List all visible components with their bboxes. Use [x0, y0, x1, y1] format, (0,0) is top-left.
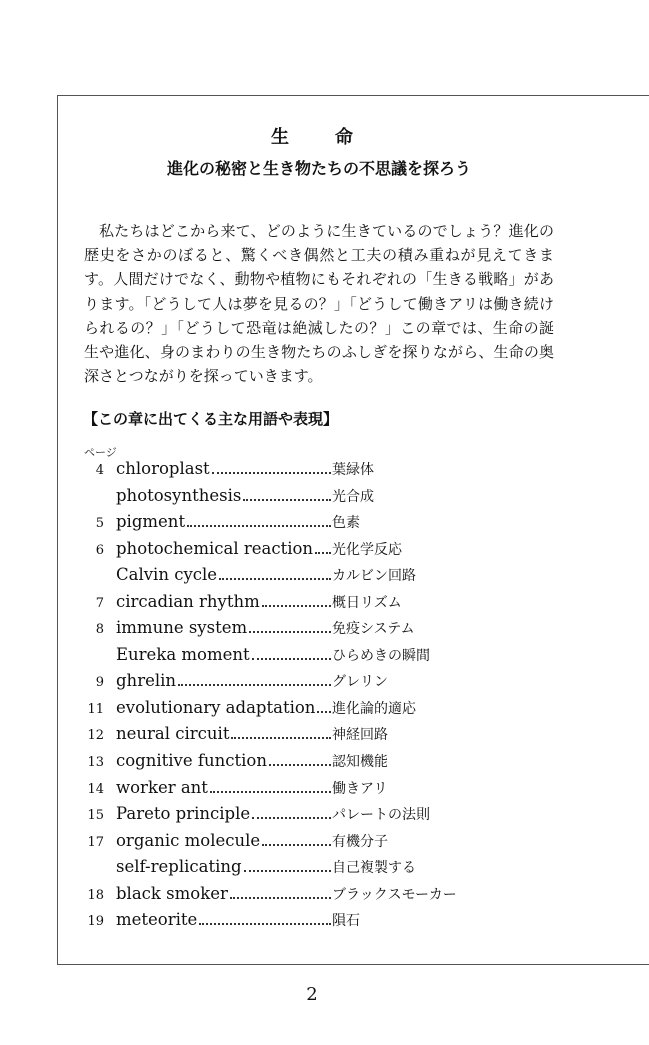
dot-leader	[178, 684, 331, 686]
term-english-wrap	[116, 671, 332, 690]
term-english: photosynthesis	[116, 485, 242, 505]
term-english-wrap	[116, 565, 332, 584]
term-japanese: 進化論的適応	[332, 700, 416, 717]
term-japanese: グレリン	[332, 674, 388, 691]
dot-leader	[231, 737, 331, 739]
glossary-row	[84, 884, 504, 911]
dot-leader	[212, 472, 331, 474]
term-english-wrap	[116, 724, 332, 743]
term-english-wrap	[116, 804, 332, 823]
term-english: chloroplast	[116, 459, 210, 478]
term-english-wrap	[116, 884, 332, 903]
term-japanese: 神経回路	[332, 727, 388, 744]
glossary-row	[84, 857, 504, 884]
dot-leader	[187, 525, 331, 527]
term-english: Eureka moment	[116, 644, 250, 664]
term-english: self-replicating	[116, 857, 242, 877]
dot-leader	[219, 578, 331, 580]
term-english-wrap	[116, 459, 332, 478]
glossary-row	[84, 671, 504, 698]
term-english-wrap	[116, 512, 332, 531]
glossary-row	[84, 778, 504, 805]
term-english: immune system	[116, 618, 248, 638]
dot-leader	[269, 764, 331, 766]
term-page-number: 15	[87, 808, 104, 824]
term-page-number: 5	[95, 516, 104, 532]
term-page-number: 17	[87, 834, 104, 850]
glossary-row	[84, 831, 504, 858]
dot-leader	[230, 897, 331, 899]
term-english-wrap	[116, 778, 332, 797]
dot-leader	[252, 658, 331, 660]
glossary-row	[84, 910, 504, 937]
chapter-title: 生 命	[271, 127, 367, 148]
term-japanese: 認知機能	[332, 754, 388, 771]
dot-leader	[249, 631, 331, 633]
glossary-row	[84, 592, 504, 619]
term-japanese: パレートの法則	[332, 807, 430, 824]
term-japanese: 色素	[332, 515, 360, 532]
term-page-number: 7	[95, 595, 104, 611]
term-japanese: 有機分子	[332, 833, 388, 850]
term-english-wrap	[116, 486, 332, 505]
term-page-number: 4	[95, 463, 104, 478]
term-page-number: 8	[95, 622, 104, 638]
term-japanese: 免疫システム	[332, 621, 415, 638]
term-page-number: 18	[87, 887, 104, 903]
glossary-row	[84, 618, 504, 645]
term-japanese: カルビン回路	[332, 568, 416, 585]
term-japanese: 働きアリ	[332, 780, 388, 797]
term-english: meteorite	[116, 910, 198, 930]
term-english: Calvin cycle	[116, 565, 218, 585]
dot-leader	[244, 870, 331, 872]
term-english: pigment	[116, 512, 186, 532]
term-english-wrap	[116, 831, 332, 850]
term-english-wrap	[116, 910, 332, 929]
glossary-row	[84, 645, 504, 672]
glossary-row	[84, 565, 504, 592]
dot-leader	[315, 552, 331, 554]
term-page-number: 9	[95, 675, 104, 691]
term-english: photochemical reaction	[116, 538, 314, 558]
glossary-row	[84, 539, 504, 566]
dot-leader	[317, 711, 331, 713]
term-japanese: 光化学反応	[332, 541, 402, 558]
term-japanese: ひらめきの瞬間	[332, 647, 430, 664]
term-english: worker ant	[116, 777, 208, 797]
term-english-wrap	[116, 751, 332, 770]
term-english-wrap	[116, 539, 332, 558]
term-english-wrap	[116, 592, 332, 611]
glossary-row	[84, 804, 504, 831]
dot-leader	[243, 499, 331, 501]
term-japanese: 葉緑体	[332, 462, 374, 478]
term-english: ghrelin	[116, 671, 177, 691]
term-english-wrap	[116, 857, 332, 876]
glossary-row	[84, 512, 504, 539]
term-japanese: 隕石	[332, 913, 360, 930]
glossary-list	[84, 459, 504, 937]
term-english-wrap	[116, 645, 332, 664]
dot-leader	[210, 791, 331, 793]
glossary-row	[84, 698, 504, 725]
term-page-number: 11	[87, 701, 104, 717]
term-japanese: ブラックスモーカー	[332, 886, 457, 903]
term-page-number: 6	[95, 542, 104, 558]
chapter-subtitle: 進化の秘密と生き物たちの不思議を探ろう	[166, 159, 471, 178]
intro-paragraph: 私たちはどこから来て、どのように生きているのでしょう？進化の歴史をさかのぼると、驚くべき偶然と工夫の積み重ねが見えてきます。人間だけでなく、動物や植物にもそれぞれの「生きる戦略」があります。「どうして人は夢を見るの？」「どうして働きアリは働き続けられるの？」「どうして恐竜は絶滅したの？」この章では、生命の誕生や進化、身のまわりの生き物たちのふしぎを探りながら、生命の奥深さとつながりを探っていきます。	[84, 222, 554, 386]
term-japanese: 光合成	[332, 488, 374, 505]
term-english: Pareto principle	[116, 804, 251, 824]
term-page-number: 14	[87, 781, 104, 797]
dot-leader	[262, 605, 331, 607]
term-english-wrap	[116, 698, 332, 717]
page-number: 2	[306, 984, 318, 1005]
term-page-number: 12	[87, 728, 104, 744]
term-english: black smoker	[116, 883, 228, 903]
term-english: cognitive function	[116, 751, 267, 771]
page-column-label: ページ	[84, 446, 117, 459]
term-page-number: 19	[87, 914, 104, 930]
term-english: organic molecule	[116, 830, 261, 850]
term-page-number: 13	[87, 755, 104, 771]
glossary-row	[84, 459, 504, 486]
glossary-row	[84, 486, 504, 513]
term-japanese: 概日リズム	[332, 594, 402, 611]
glossary-row	[84, 751, 504, 778]
glossary-row	[84, 724, 504, 751]
term-english: neural circuit	[116, 724, 230, 744]
term-english-wrap	[116, 618, 332, 637]
term-english: circadian rhythm	[116, 591, 260, 611]
glossary-heading: 【この章に出てくる主な用語や表現】	[83, 410, 339, 428]
term-english: evolutionary adaptation	[116, 697, 316, 717]
dot-leader	[252, 817, 331, 819]
term-japanese: 自己複製する	[332, 860, 416, 877]
dot-leader	[199, 923, 331, 925]
dot-leader	[262, 844, 331, 846]
